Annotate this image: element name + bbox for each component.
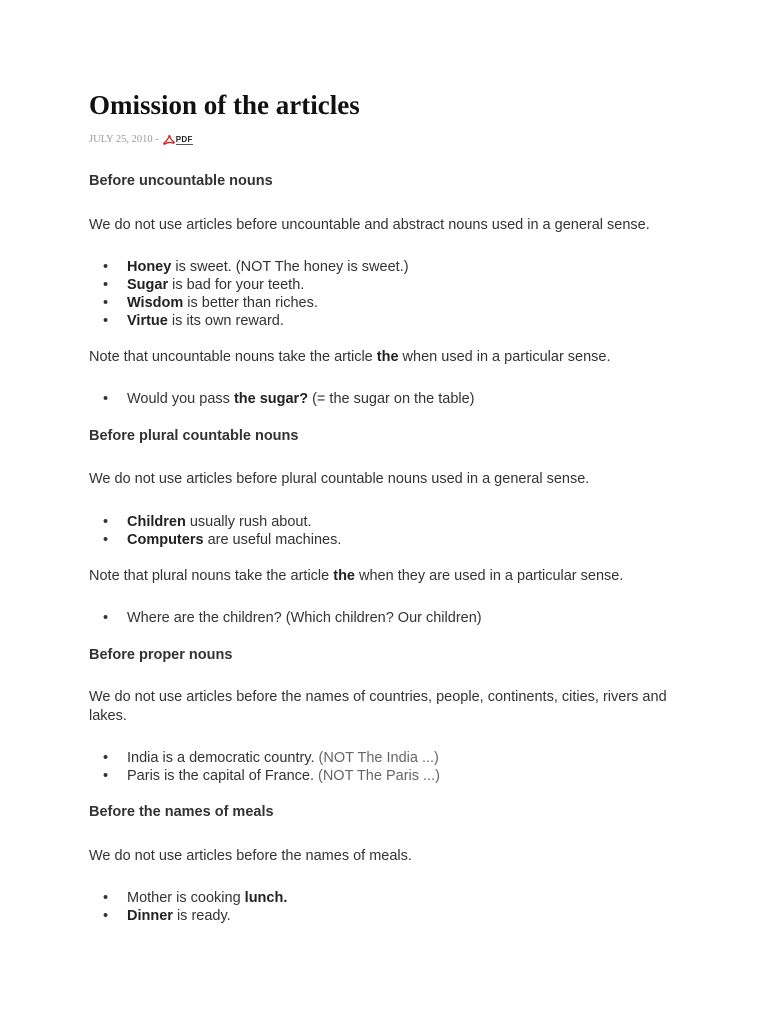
section-intro-meals: We do not use articles before the names of meals. <box>89 848 412 864</box>
bullet-icon: • <box>103 750 109 766</box>
example-list-meals <box>89 889 287 925</box>
post-date: JULY 25, 2010 - <box>89 134 159 145</box>
example-noun: lunch. <box>244 890 288 906</box>
note-example-list-plural <box>89 609 482 627</box>
list-item <box>89 294 409 312</box>
list-item <box>89 609 482 627</box>
section-intro-uncountable: We do not use articles before uncountable and abstract nouns used in a general sense. <box>89 217 650 233</box>
bullet-icon: • <box>103 295 109 311</box>
bullet-icon: • <box>103 313 109 329</box>
note-example-list-uncountable <box>89 390 475 408</box>
example-noun: Wisdom <box>127 295 184 311</box>
section-note-plural <box>89 567 623 585</box>
example-text: is bad for your teeth. <box>168 277 305 293</box>
list-item <box>89 889 287 907</box>
example-text: is sweet. (NOT The honey is sweet.) <box>171 259 409 275</box>
example-counterexample: (NOT The India ...) <box>318 750 439 766</box>
section-heading-uncountable: Before uncountable nouns <box>89 173 273 189</box>
example-text: Would you pass <box>127 391 234 407</box>
example-text: is its own reward. <box>167 313 284 329</box>
example-text: are useful machines. <box>203 532 342 548</box>
section-intro-proper: We do not use articles before the names of countries, people, continents, cities, rivers and lakes. <box>89 689 667 724</box>
example-text: Mother is cooking <box>127 890 245 906</box>
section-note-uncountable <box>89 348 611 366</box>
pdf-download-link[interactable] <box>163 135 193 145</box>
bullet-icon: • <box>103 259 109 275</box>
note-text: when used in a particular sense. <box>398 349 611 365</box>
note-text: Note that plural nouns take the article <box>89 568 334 584</box>
note-article: the <box>376 349 399 365</box>
bullet-icon: • <box>103 610 109 626</box>
note-article: the <box>333 568 355 584</box>
example-text: (= the sugar on the table) <box>308 391 475 407</box>
list-item <box>89 531 341 549</box>
note-text: Note that uncountable nouns take the article <box>89 349 377 365</box>
section-heading-plural: Before plural countable nouns <box>89 428 299 444</box>
example-noun: Honey <box>127 259 172 275</box>
example-text: Where are the children? (Which children? Our children) <box>127 610 482 626</box>
example-noun: the sugar? <box>233 391 309 407</box>
bullet-icon: • <box>103 890 109 906</box>
pdf-label: PDF <box>175 134 193 144</box>
example-counterexample: (NOT The Paris ...) <box>318 768 440 784</box>
bullet-icon: • <box>103 768 109 784</box>
list-item <box>89 749 440 767</box>
list-item <box>89 312 409 330</box>
note-text: when they are used in a particular sense. <box>354 568 624 584</box>
example-text: is better than riches. <box>183 295 318 311</box>
example-noun: Computers <box>127 532 204 548</box>
example-list-uncountable <box>89 258 409 330</box>
post-meta <box>89 134 193 145</box>
example-noun: Dinner <box>127 908 173 924</box>
list-item <box>89 767 440 785</box>
page-title: Omission of the articles <box>89 90 360 120</box>
bullet-icon: • <box>103 532 109 548</box>
list-item <box>89 513 341 531</box>
example-noun: Children <box>127 514 186 530</box>
example-text: India is a democratic country. <box>127 750 319 766</box>
bullet-icon: • <box>103 514 109 530</box>
pdf-icon <box>163 135 175 145</box>
section-intro-plural: We do not use articles before plural countable nouns used in a general sense. <box>89 471 590 487</box>
bullet-icon: • <box>103 908 109 924</box>
example-noun: Sugar <box>127 277 169 293</box>
example-list-plural <box>89 513 341 549</box>
section-heading-proper: Before proper nouns <box>89 647 233 663</box>
example-text: is ready. <box>172 908 231 924</box>
bullet-icon: • <box>103 277 109 293</box>
example-list-proper <box>89 749 440 785</box>
list-item <box>89 390 475 408</box>
example-text: Paris is the capital of France. <box>127 768 318 784</box>
example-text: usually rush about. <box>185 514 312 530</box>
bullet-icon: • <box>103 391 109 407</box>
section-heading-meals: Before the names of meals <box>89 804 274 820</box>
example-noun: Virtue <box>127 313 168 329</box>
list-item <box>89 258 409 276</box>
list-item <box>89 276 409 294</box>
list-item <box>89 907 287 925</box>
